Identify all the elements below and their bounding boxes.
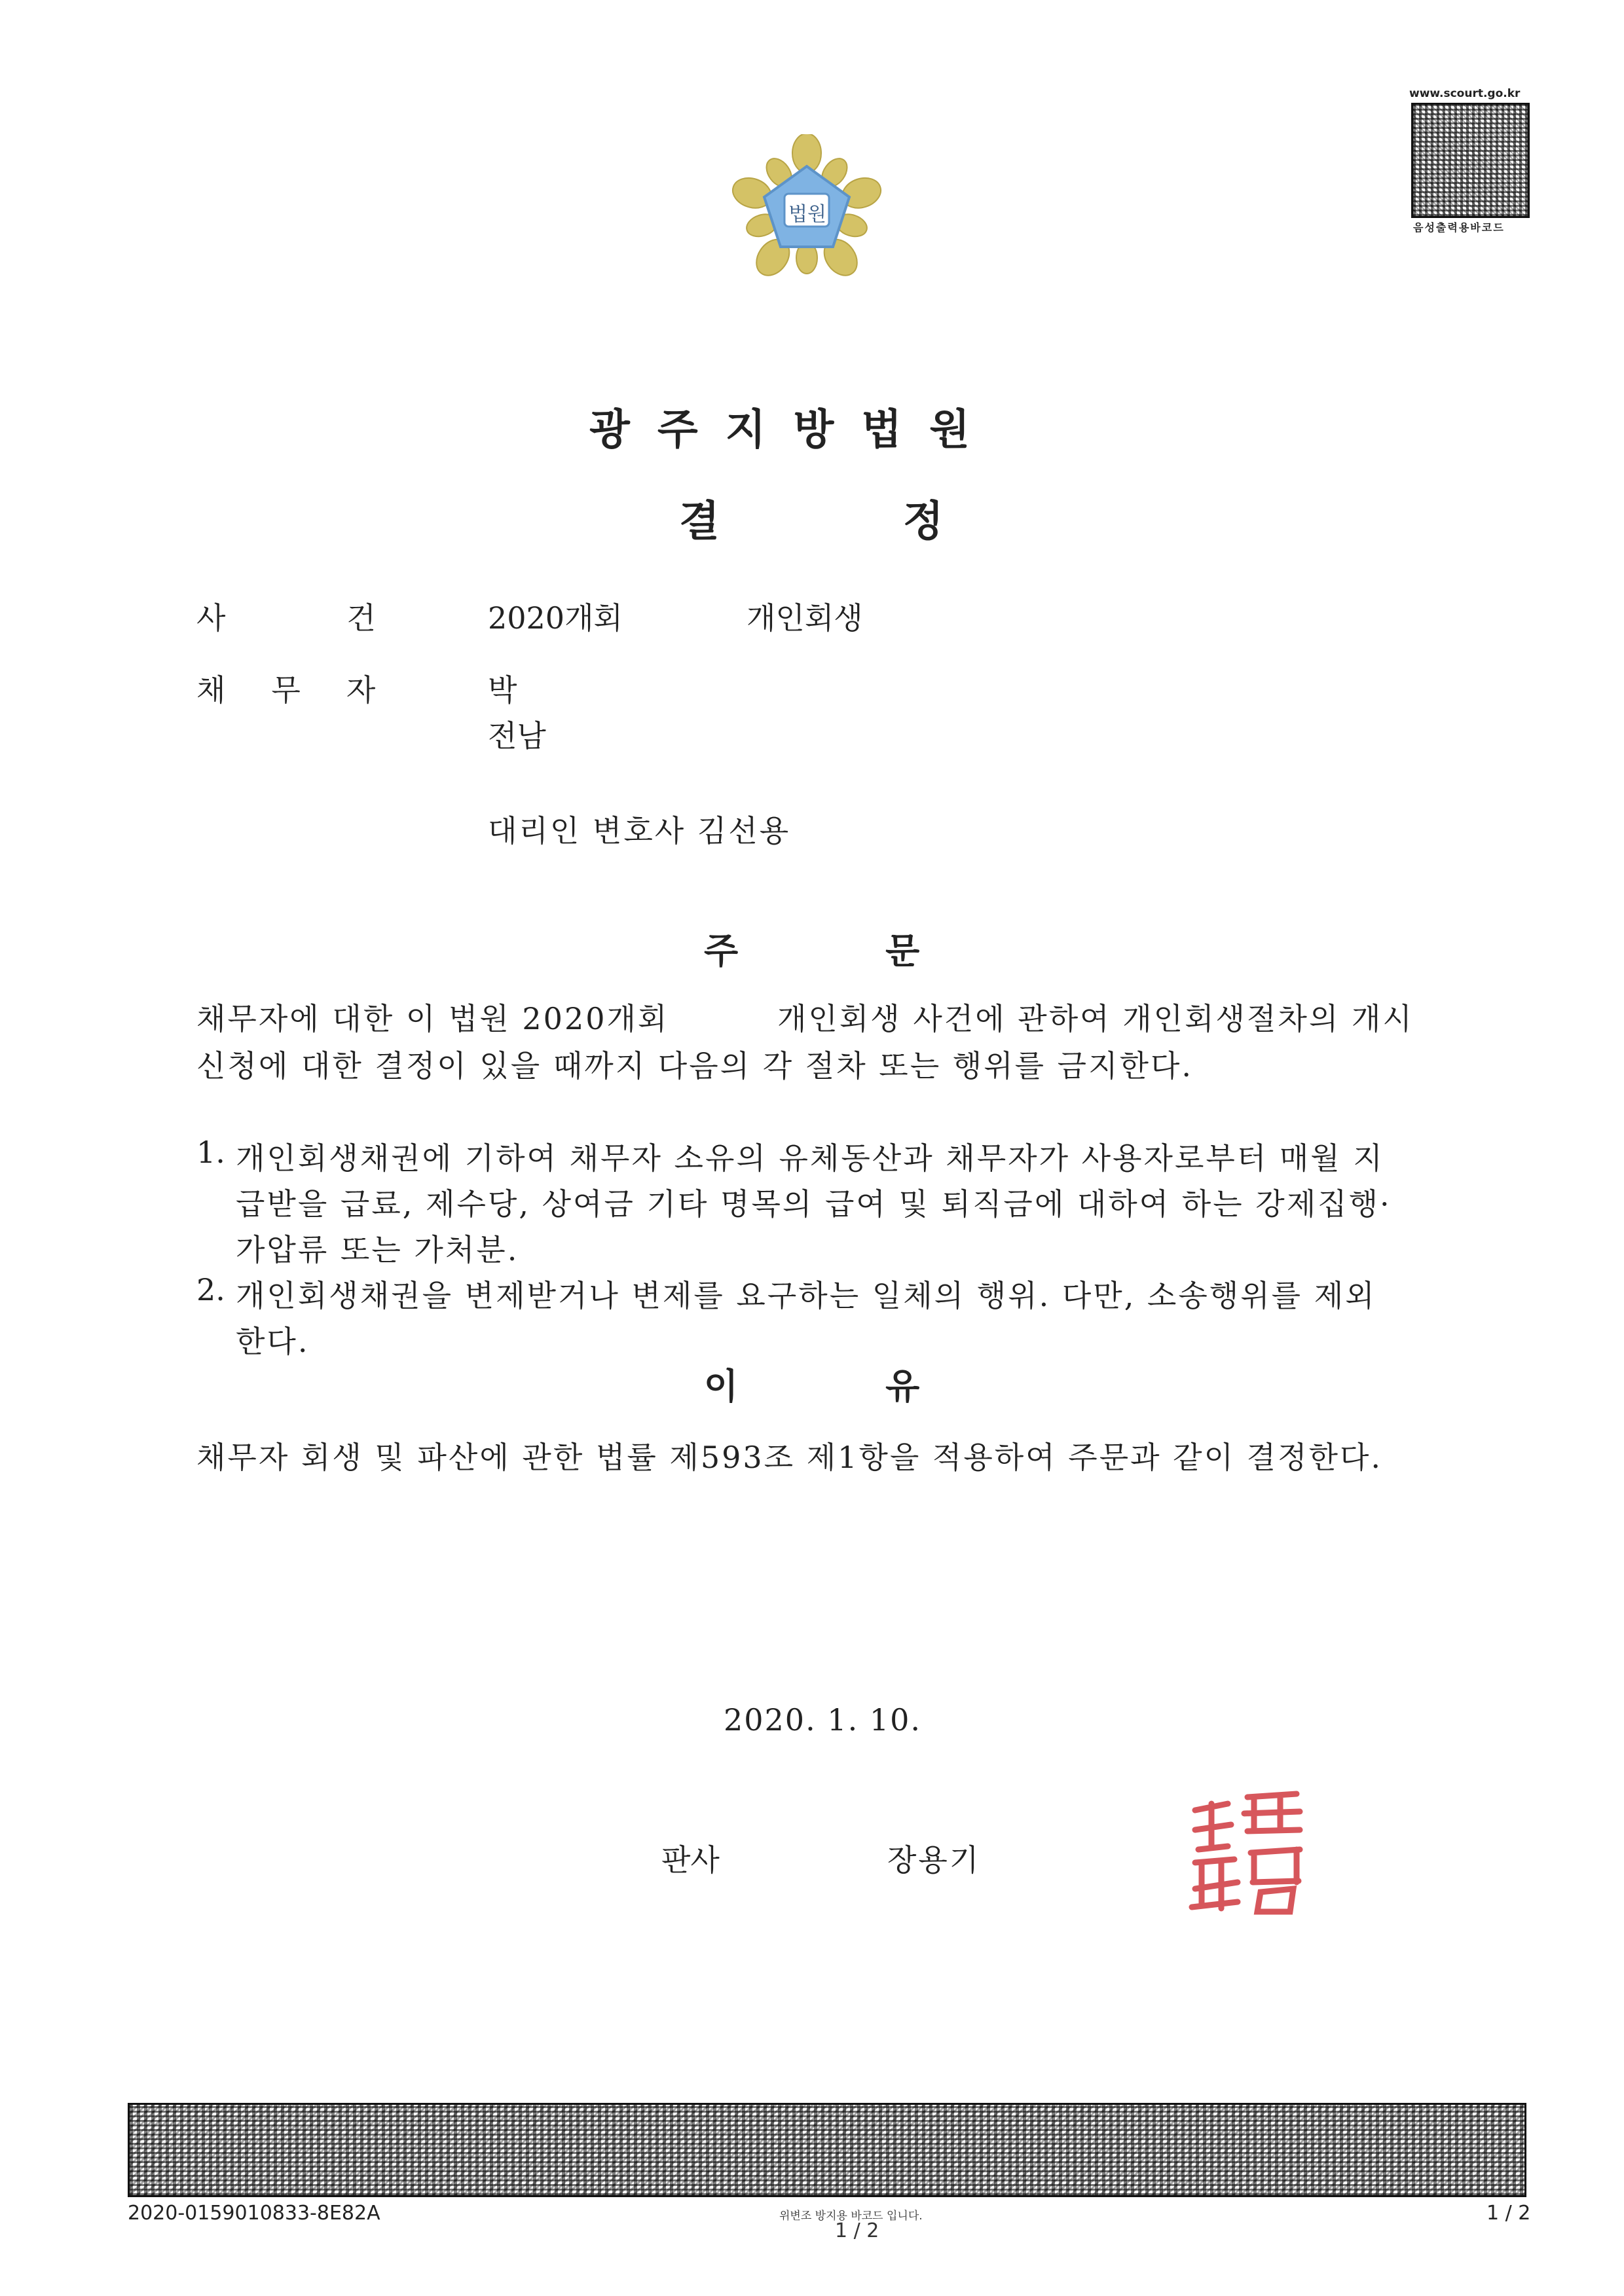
order-heading: 주문: [704, 930, 1067, 972]
judge-title: 판사: [661, 1842, 720, 1878]
document-title: 결정: [679, 498, 1127, 546]
order-item1-line3: 가압류 또는 가처분.: [236, 1232, 519, 1267]
judge-name: 장용기: [887, 1842, 981, 1878]
page-number-center: 1 / 2: [835, 2219, 879, 2242]
red-seal-icon: [1182, 1784, 1313, 1922]
reason-heading: 이유: [704, 1366, 1067, 1407]
reason-text: 채무자 회생 및 파산에 관한 법률 제593조 제1항을 적용하여 주문과 같이 결정한다.: [196, 1440, 1383, 1475]
order-intro-line2: 신청에 대한 결정이 있을 때까지 다음의 각 절차 또는 행위를 금지한다.: [196, 1048, 1194, 1084]
voice-output-qr-code: [1411, 103, 1530, 218]
order-item1-line1: 개인회생채권에 기하여 채무자 소유의 유체동산과 채무자가 사용자로부터 매월 지: [236, 1140, 1384, 1176]
decision-date: 2020. 1. 10.: [724, 1702, 921, 1738]
debtor-address: 전남: [488, 718, 546, 754]
case-type: 개인회생: [747, 600, 863, 636]
debtor-agent: 대리인 변호사 김선용: [488, 813, 791, 848]
barcode-note: 위변조 방지용 바코드 입니다.: [779, 2210, 923, 2223]
debtor-label: 채무자: [196, 672, 422, 708]
court-logo: [730, 134, 884, 288]
order-item1-number: 1.: [196, 1135, 225, 1170]
qr-caption: 음성출력용바코드: [1413, 221, 1505, 234]
court-name: 광주지방법원: [589, 406, 997, 454]
case-number: 2020개회: [488, 600, 623, 636]
order-item2-line1: 개인회생채권을 변제받거나 변제를 요구하는 일체의 행위. 다만, 소송행위를 제외: [236, 1278, 1376, 1313]
debtor-name: 박: [488, 672, 517, 708]
document-id: 2020-0159010833-8E82A: [128, 2202, 380, 2225]
order-item2-line2: 한다.: [236, 1324, 310, 1359]
logo-label: 법원: [788, 203, 826, 226]
order-intro-line1: 채무자에 대한 이 법원 2020개회: [196, 1001, 669, 1036]
page-number-right: 1 / 2: [1486, 2202, 1531, 2225]
order-intro-line1-rest: 개인회생 사건에 관하여 개인회생절차의 개시: [777, 1001, 1414, 1036]
anti-forgery-barcode: [128, 2103, 1526, 2197]
judge-seal: [1182, 1784, 1313, 1922]
order-item1-line2: 급받을 급료, 제수당, 상여금 기타 명목의 급여 및 퇴직금에 대하여 하는 강제집행·: [236, 1186, 1392, 1222]
order-item2-number: 2.: [196, 1272, 225, 1307]
qr-url: www.scourt.go.kr: [1409, 87, 1521, 100]
case-label: 사건: [196, 600, 497, 636]
